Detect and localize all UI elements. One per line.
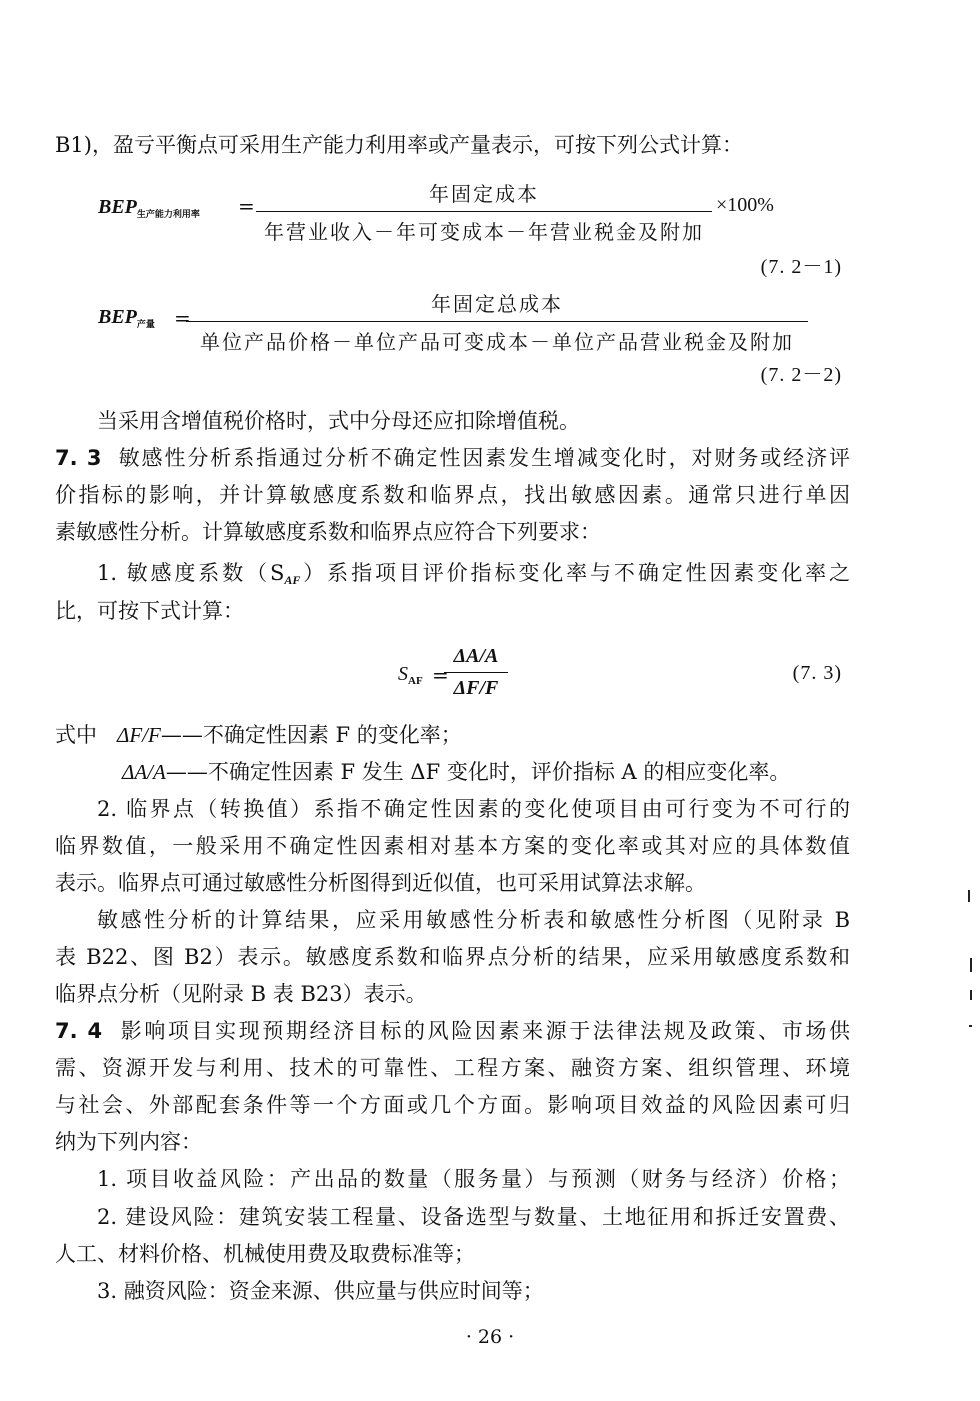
formula-fraction <box>186 288 808 355</box>
text-line: 1. 敏感度系数$(S_{AF})$系指项目评价指标变化率与不确定性因素变化率之 <box>97 561 850 587</box>
numerator: ΔA/A <box>453 645 499 667</box>
denominator: 单位产品价格－单位产品可变成本－单位产品营业税金及附加 <box>186 321 808 355</box>
scan-mark <box>970 990 972 1000</box>
text-line: 1. 项目收益风险：产出品的数量（服务量）与预测（财务与经济）价格； <box>97 1167 850 1191</box>
scan-mark <box>968 890 970 902</box>
numerator: 年固定总成本 <box>431 292 563 316</box>
where-line-2: ΔA/A——不确定性因素 F 发生 ΔF 变化时，评价指标 A 的相应变化率。 <box>122 760 791 784</box>
equals-sign: = <box>174 306 191 330</box>
text-line: 素敏感性分析。计算敏感度系数和临界点应符合下列要求： <box>55 520 601 544</box>
equation-number: (7. 3) <box>792 662 842 684</box>
denominator: ΔF/F <box>444 672 508 700</box>
formula-lhs: $S_{AF}$ <box>398 663 423 687</box>
text-line: 临界数值，一般采用不确定性因素相对基本方案的变化率或其对应的具体数值 <box>55 834 850 858</box>
section-number: 7. 4 <box>55 1019 103 1043</box>
text-line: 当采用含增值税价格时，式中分母还应扣除增值税。 <box>97 409 580 433</box>
text-line: 纳为下列内容： <box>55 1130 202 1154</box>
equals-sign: = <box>238 194 255 218</box>
text-line: 人工、材料价格、机械使用费及取费标准等； <box>55 1242 475 1266</box>
equation-number: (7. 2－2) <box>760 364 842 386</box>
formula-lhs: $BEP_{生产能力利用率}$ <box>98 196 200 219</box>
where-line-1: 式中 ΔF/F——不确定性因素 F 的变化率； <box>55 723 462 747</box>
section-7-3-line: 7. 3 敏感性分析系指通过分析不确定性因素发生增减变化时，对财务或经济评 <box>55 446 851 470</box>
text-line: 需、资源开发与利用、技术的可靠性、工程方案、融资方案、组织管理、环境 <box>55 1056 850 1080</box>
scan-mark <box>970 958 972 972</box>
page-number: · 26 · <box>465 1326 515 1348</box>
text-line: 2. 建设风险：建筑安装工程量、设备选型与数量、土地征用和拆迁安置费、 <box>97 1205 850 1229</box>
text-line: 敏感性分析的计算结果，应采用敏感性分析表和敏感性分析图（见附录 B <box>97 908 850 932</box>
formula-bep-output <box>98 288 818 358</box>
section-7-4-line: 7. 4 影响项目实现预期经济目标的风险因素来源于法律法规及政策、市场供 <box>55 1019 850 1043</box>
formula-fraction <box>444 645 508 700</box>
text-line: 3. 融资风险：资金来源、供应量与供应时间等； <box>97 1279 544 1303</box>
text-line: B1)，盈亏平衡点可采用生产能力利用率或产量表示，可按下列公式计算： <box>55 133 743 157</box>
text-line: 临界点分析（见附录 B 表 B23）表示。 <box>55 982 427 1006</box>
formula-sensitivity <box>398 645 538 715</box>
text-line: 比，可按下式计算： <box>55 599 244 623</box>
text-line: 表示。临界点可通过敏感性分析图得到近似值，也可采用试算法求解。 <box>55 871 706 895</box>
formula-lhs: $BEP_{产量}$ <box>98 306 155 329</box>
formula-bep-capacity <box>98 178 818 248</box>
scan-mark <box>969 1025 972 1027</box>
text-line: 2. 临界点（转换值）系指不确定性因素的变化使项目由可行变为不可行的 <box>97 797 850 821</box>
text-line: 表 B22、图 B2）表示。敏感度系数和临界点分析的结果，应采用敏感度系数和 <box>55 945 850 969</box>
text-line: 与社会、外部配套条件等一个方面或几个方面。影响项目效益的风险因素可归 <box>55 1093 850 1117</box>
denominator: 年营业收入－年可变成本－年营业税金及附加 <box>256 211 712 245</box>
numerator: 年固定成本 <box>429 182 539 206</box>
times-100-percent: ×100% <box>716 194 774 216</box>
text-line: 价指标的影响，并计算敏感度系数和临界点，找出敏感因素。通常只进行单因 <box>55 483 850 507</box>
formula-fraction <box>256 178 712 245</box>
equation-number: (7. 2－1) <box>760 256 842 278</box>
equals-sign: = <box>432 663 449 687</box>
section-number: 7. 3 <box>55 446 102 470</box>
